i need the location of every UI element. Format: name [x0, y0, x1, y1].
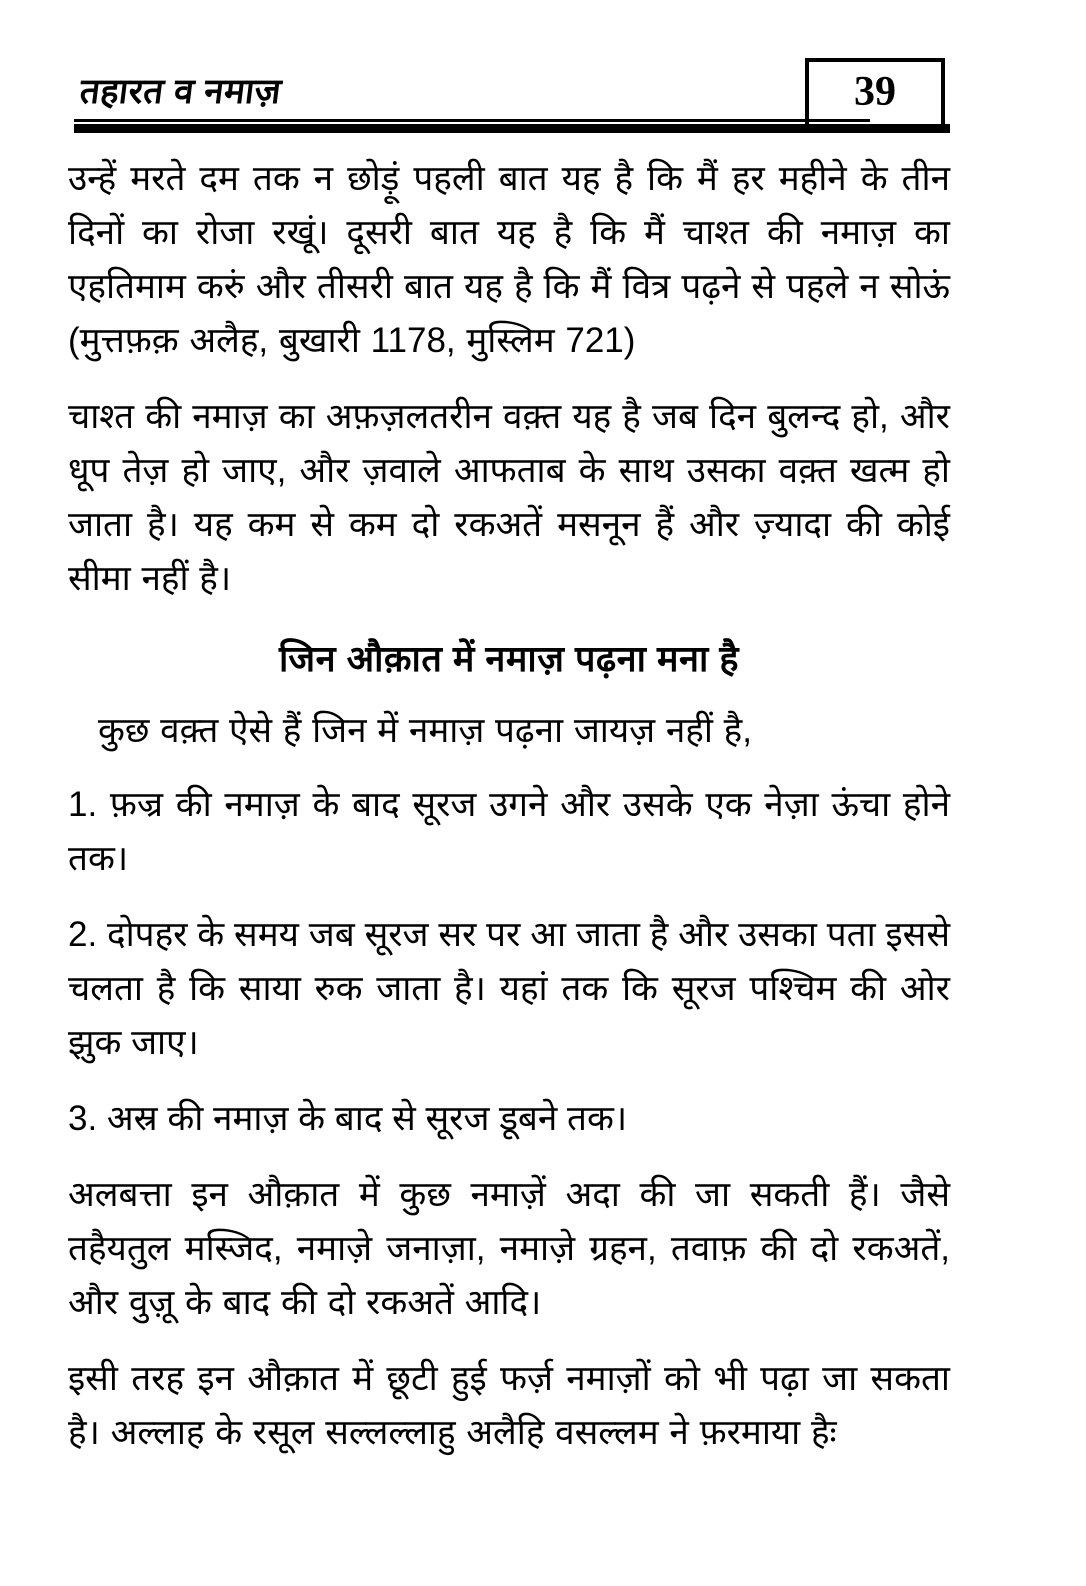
running-header: [0, 0, 1086, 140]
paragraph-permitted-prayers: अलबत्ता इन औक़ात में कुछ नमाज़ें अदा की जा सकती हैं। जैसे तहैयतुल मस्जिद, नमाज़े जनाज़ा, नमाज़े ग्रहन, तवाफ़ की दो रकअतें, और वुज़ू के बाद की दो रकअतें आदि।: [68, 1175, 950, 1322]
header-rule-thick: [74, 124, 950, 133]
list-item: 3. अस्र की नमाज़ के बाद से सूरज डूबने तक।: [68, 1099, 628, 1138]
paragraph-list-intro: कुछ वक़्त ऐसे हैं जिन में नमाज़ पढ़ना जायज़ नहीं है,: [98, 711, 752, 750]
header-rule-thin: [74, 119, 870, 122]
header-chapter-title: तहारत व नमाज़: [77, 72, 284, 111]
page-number-box: [805, 58, 945, 128]
paragraph-missed-prayers: इसी तरह इन औक़ात में छूटी हुई फर्ज़ नमाज़ों को भी पढ़ा जा सकता है। अल्लाह के रसूल सल्लल्लाहु अलैहि वसल्लम ने फ़रमाया हैः: [68, 1359, 950, 1452]
list-item: 1. फ़ज्र की नमाज़ के बाद सूरज उगने और उसके एक नेज़ा ऊंचा होने तक।: [68, 785, 950, 878]
page-content: [68, 152, 950, 1482]
section-heading-forbidden-times: जिन औक़ात में नमाज़ पढ़ना मना है: [279, 638, 739, 679]
paragraph-continuation: उन्हें मरते दम तक न छोड़ूं पहली बात यह है कि मैं हर महीने के तीन दिनों का रोजा रखूं। दूसरी बात यह है कि मैं चाश्त की नमाज़ का एहतिमाम करुं और तीसरी बात यह है कि मैं वित्र पढ़ने से पहले न सोऊं (मुत्तफ़क़ अलैह, बुखारी 1178, मुस्लिम 721): [68, 159, 950, 360]
list-item: 2. दोपहर के समय जब सूरज सर पर आ जाता है और उसका पता इससे चलता है कि साया रुक जाता है। यहां तक कि सूरज पश्चिम की ओर झुक जाए।: [68, 915, 950, 1062]
page-number: 39: [854, 68, 896, 115]
paragraph-chasht-time: चाश्त की नमाज़ का अफ़ज़लतरीन वक़्त यह है जब दिन बुलन्द हो, और धूप तेज़ हो जाए, और ज़वाले आफताब के साथ उसका वक़्त खत्म हो जाता है। यह कम से कम दो रकअतें मसनून हैं और ज़्यादा की कोई सीमा नहीं है।: [68, 397, 950, 598]
